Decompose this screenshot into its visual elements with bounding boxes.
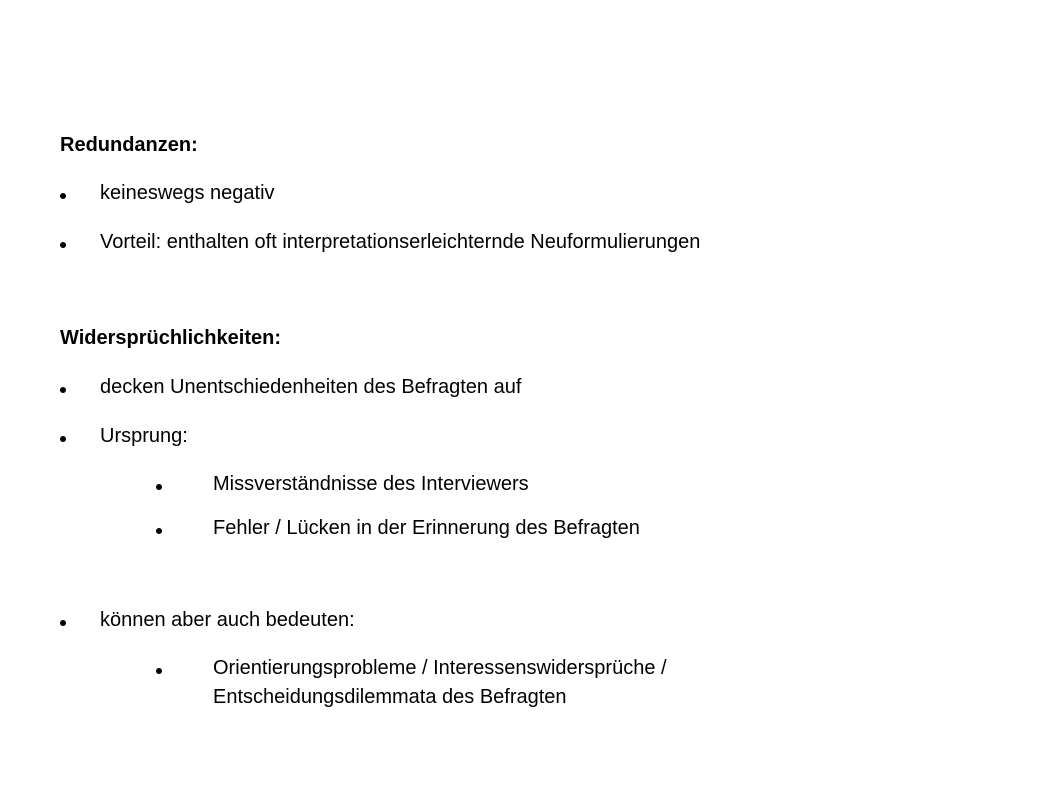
bullet-icon xyxy=(156,484,162,490)
list-item-text: Vorteil: enthalten oft interpretationserleichternde Neuformulierungen xyxy=(100,231,701,253)
list-item-text: keineswegs negativ xyxy=(100,182,275,204)
list-item xyxy=(0,181,900,205)
bullet-icon xyxy=(156,668,162,674)
list-item xyxy=(0,230,900,254)
sub-list-item xyxy=(0,516,900,540)
sub-list-item-text: Missverständnisse des Interviewers xyxy=(213,473,529,495)
sub-list-item-text-line2: Entscheidungsdilemmata des Befragten xyxy=(213,686,567,708)
bullet-icon xyxy=(60,242,66,248)
sub-list-item-text-line1: Orientierungsprobleme / Interessenswidersprüche / xyxy=(213,657,667,679)
bullet-icon xyxy=(60,436,66,442)
bullet-icon xyxy=(156,528,162,534)
list-item-text: können aber auch bedeuten: xyxy=(100,609,355,631)
list-item xyxy=(0,608,900,632)
sub-list-item xyxy=(0,472,900,496)
sub-list-item-text: Fehler / Lücken in der Erinnerung des Befragten xyxy=(213,517,640,539)
bullet-icon xyxy=(60,387,66,393)
list-item-text: Ursprung: xyxy=(100,425,188,447)
bullet-icon xyxy=(60,193,66,199)
list-item xyxy=(0,375,900,399)
sub-list-item xyxy=(0,656,900,708)
list-item xyxy=(0,424,900,448)
list-item-text: decken Unentschiedenheiten des Befragten auf xyxy=(100,376,522,398)
bullet-icon xyxy=(60,620,66,626)
heading-widerspruechlichkeiten: Widersprüchlichkeiten: xyxy=(60,327,281,349)
heading-redundanzen: Redundanzen: xyxy=(60,134,198,156)
